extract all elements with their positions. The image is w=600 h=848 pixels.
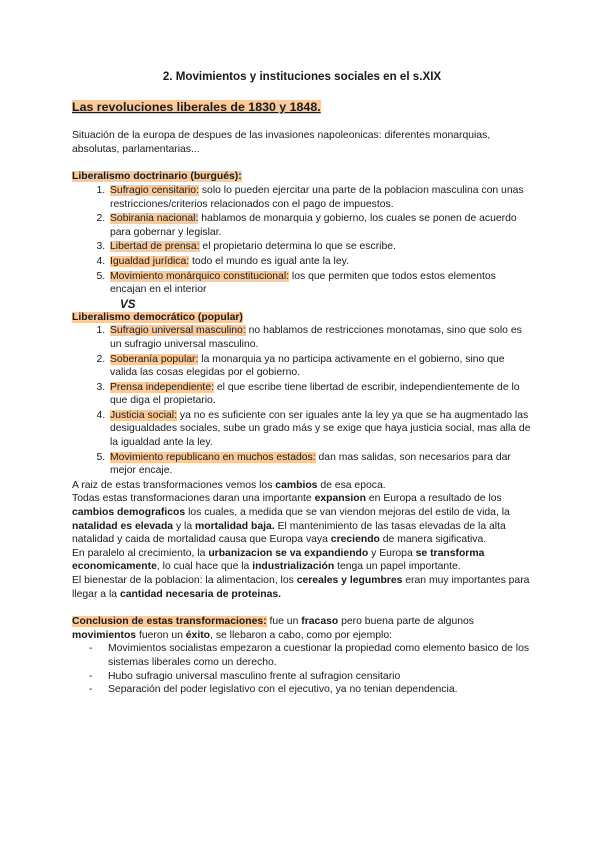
list-item-term: Igualdad jurídica: bbox=[110, 255, 190, 267]
versus-label: VS bbox=[120, 297, 136, 311]
list-item-term: Libertad de prensa: bbox=[110, 241, 200, 253]
list-item bbox=[108, 324, 532, 351]
democratico-list bbox=[72, 324, 532, 478]
conclusion-list bbox=[72, 642, 532, 696]
list-item-term: Sufragio universal masculino: bbox=[110, 325, 246, 337]
list-item-text: solo lo pueden ejercitar una parte de la poblacion masculina con unas restricciones/criterios relacionados con el pago de impuestos. bbox=[110, 184, 524, 210]
bold-run: movimientos bbox=[72, 629, 137, 641]
list-item-term: Movimiento republicano en muchos estados: bbox=[110, 451, 316, 463]
list-item-text: los que permiten que todos estos elementos encajan en el interior bbox=[110, 270, 496, 296]
list-item-text: ya no es suficiente con ser iguales ante la ley ya que se ha augmentado las desigualdades sociales, sube un grado más y se exige que haya justicia social, mas alla de la igualdad ante la ley. bbox=[110, 409, 531, 449]
list-item-text: hablamos de monarquia y gobierno, los cuales se ponen de acuerdo para gobernar y legislar. bbox=[110, 213, 517, 238]
list-item: - Hubo sufragio universal masculino frente al sufragion censitario bbox=[108, 670, 532, 684]
doctrinario-list bbox=[72, 184, 532, 297]
page-title: 2. Movimientos y instituciones sociales en el s.XIX bbox=[162, 70, 442, 83]
bold-run: urbanizacion se va expandiendo bbox=[208, 547, 369, 559]
democratico-heading bbox=[72, 311, 532, 325]
document-content bbox=[72, 70, 532, 697]
bold-run: se transforma economicamente bbox=[72, 547, 485, 573]
list-item bbox=[108, 184, 532, 211]
text-run: Todas estas transformaciones daran una importante bbox=[72, 493, 315, 505]
conclusion-paragraph bbox=[72, 615, 532, 642]
text-run: y la bbox=[173, 520, 196, 532]
bold-run: cambios bbox=[275, 479, 318, 491]
text-run: eran muy importantes para llegar a la bbox=[72, 575, 530, 600]
text-run: fueron un bbox=[136, 629, 186, 641]
text-run: fue un bbox=[266, 616, 302, 628]
text-run: y Europa bbox=[368, 547, 416, 559]
conclusion-heading: Conclusion de estas transformaciones: bbox=[72, 616, 267, 628]
list-item-term: Sufragio censitario: bbox=[110, 184, 199, 196]
list-item-term: Justicia social: bbox=[110, 409, 177, 421]
text-run: en Europa a resultado de los bbox=[365, 493, 502, 505]
text-run: de manera sigificativa. bbox=[379, 534, 487, 546]
bold-run: cambios demograficos bbox=[72, 507, 186, 519]
list-item-text: el que escribe tiene libertad de escribir, independientemente de lo que diga el propietario. bbox=[110, 381, 520, 407]
bold-run: mortalidad baja. bbox=[195, 520, 275, 532]
cambios-paragraph bbox=[72, 479, 532, 493]
list-item bbox=[108, 270, 532, 297]
urbanizacion-paragraph bbox=[72, 547, 532, 574]
expansion-paragraph bbox=[72, 492, 532, 546]
bold-run: fracaso bbox=[301, 616, 339, 628]
list-item-term: Movimiento monárquico constitucional: bbox=[110, 270, 290, 282]
text-run: A raiz de estas transformaciones vemos los bbox=[72, 479, 276, 491]
text-run: pero buena parte de algunos bbox=[338, 616, 474, 628]
list-item-text: dan mas salidas, son necesarios para dar mejor encaje. bbox=[110, 451, 511, 477]
bold-run: éxito bbox=[185, 629, 211, 641]
list-item-text: no hablamos de restricciones monotamas, sino que solo es un sufragio universal masculino. bbox=[110, 325, 522, 350]
list-item-term: Prensa independiente: bbox=[110, 381, 214, 393]
section-heading-text: Las revoluciones liberales de 1830 y 1848. bbox=[72, 99, 321, 114]
bold-run: cereales y legumbres bbox=[296, 575, 403, 586]
text-run: El mantenimiento de las tasas elevadas de la alta natalidad y caida de mortalidad causa que Europa vaya bbox=[72, 520, 506, 546]
list-item-term: Soberanía popular: bbox=[110, 353, 199, 365]
bold-run: creciendo bbox=[330, 534, 380, 546]
list-item bbox=[108, 353, 532, 380]
list-item-text: la monarquia ya no participa activamente en el gobierno, sino que valida las cosas elegidas por el gobierno. bbox=[110, 353, 505, 379]
list-item-term: Sobirania nacional: bbox=[110, 213, 199, 225]
democratico-heading-text: Liberalismo democrático (popular) bbox=[72, 311, 243, 323]
spacer bbox=[72, 601, 532, 615]
list-item bbox=[108, 212, 532, 239]
text-run: En paralelo al crecimiento, la bbox=[72, 547, 209, 559]
text-run: El bienestar de la poblacion: la alimentacion, los bbox=[72, 575, 297, 586]
list-item bbox=[108, 409, 532, 450]
text-run: , lo cual hace que la bbox=[156, 561, 253, 573]
list-item bbox=[108, 451, 532, 478]
text-run: , se llebaron a cabo, como por ejemplo: bbox=[210, 629, 392, 641]
list-item-text: el propietario determina lo que se escribe. bbox=[199, 241, 396, 253]
text-run: los cuales, a medida que se van viendon mejoras del estilo de vida, la bbox=[185, 507, 510, 519]
section-heading bbox=[72, 101, 532, 115]
bold-run: expansion bbox=[314, 493, 366, 505]
bienestar-paragraph bbox=[72, 574, 532, 601]
bold-run: natalidad es elevada bbox=[72, 520, 174, 532]
list-item bbox=[108, 240, 532, 254]
list-item: - Movimientos socialistas empezaron a cuestionar la propiedad como elemento basico de los sistemas liberales como un derecho. bbox=[108, 642, 532, 669]
doctrinario-heading bbox=[72, 170, 532, 184]
list-item-text: todo el mundo es igual ante la ley. bbox=[189, 255, 349, 267]
text-run: tenga un papel importante. bbox=[334, 561, 461, 573]
list-item bbox=[108, 381, 532, 408]
spacer bbox=[72, 156, 532, 170]
text-run: de esa epoca. bbox=[317, 479, 386, 491]
bold-run: industrialización bbox=[252, 561, 335, 573]
intro-paragraph: Situación de la europa de despues de las invasiones napoleonicas: diferentes monarquias, absolutas, parlamentarias... bbox=[72, 130, 491, 155]
bold-run: cantidad necesaria de proteinas. bbox=[119, 588, 282, 600]
list-item bbox=[108, 255, 532, 269]
list-item: - Separación del poder legislativo con el ejecutivo, ya no tenian dependencia. bbox=[108, 683, 532, 697]
doctrinario-heading-text: Liberalismo doctrinario (burgués): bbox=[72, 171, 242, 183]
